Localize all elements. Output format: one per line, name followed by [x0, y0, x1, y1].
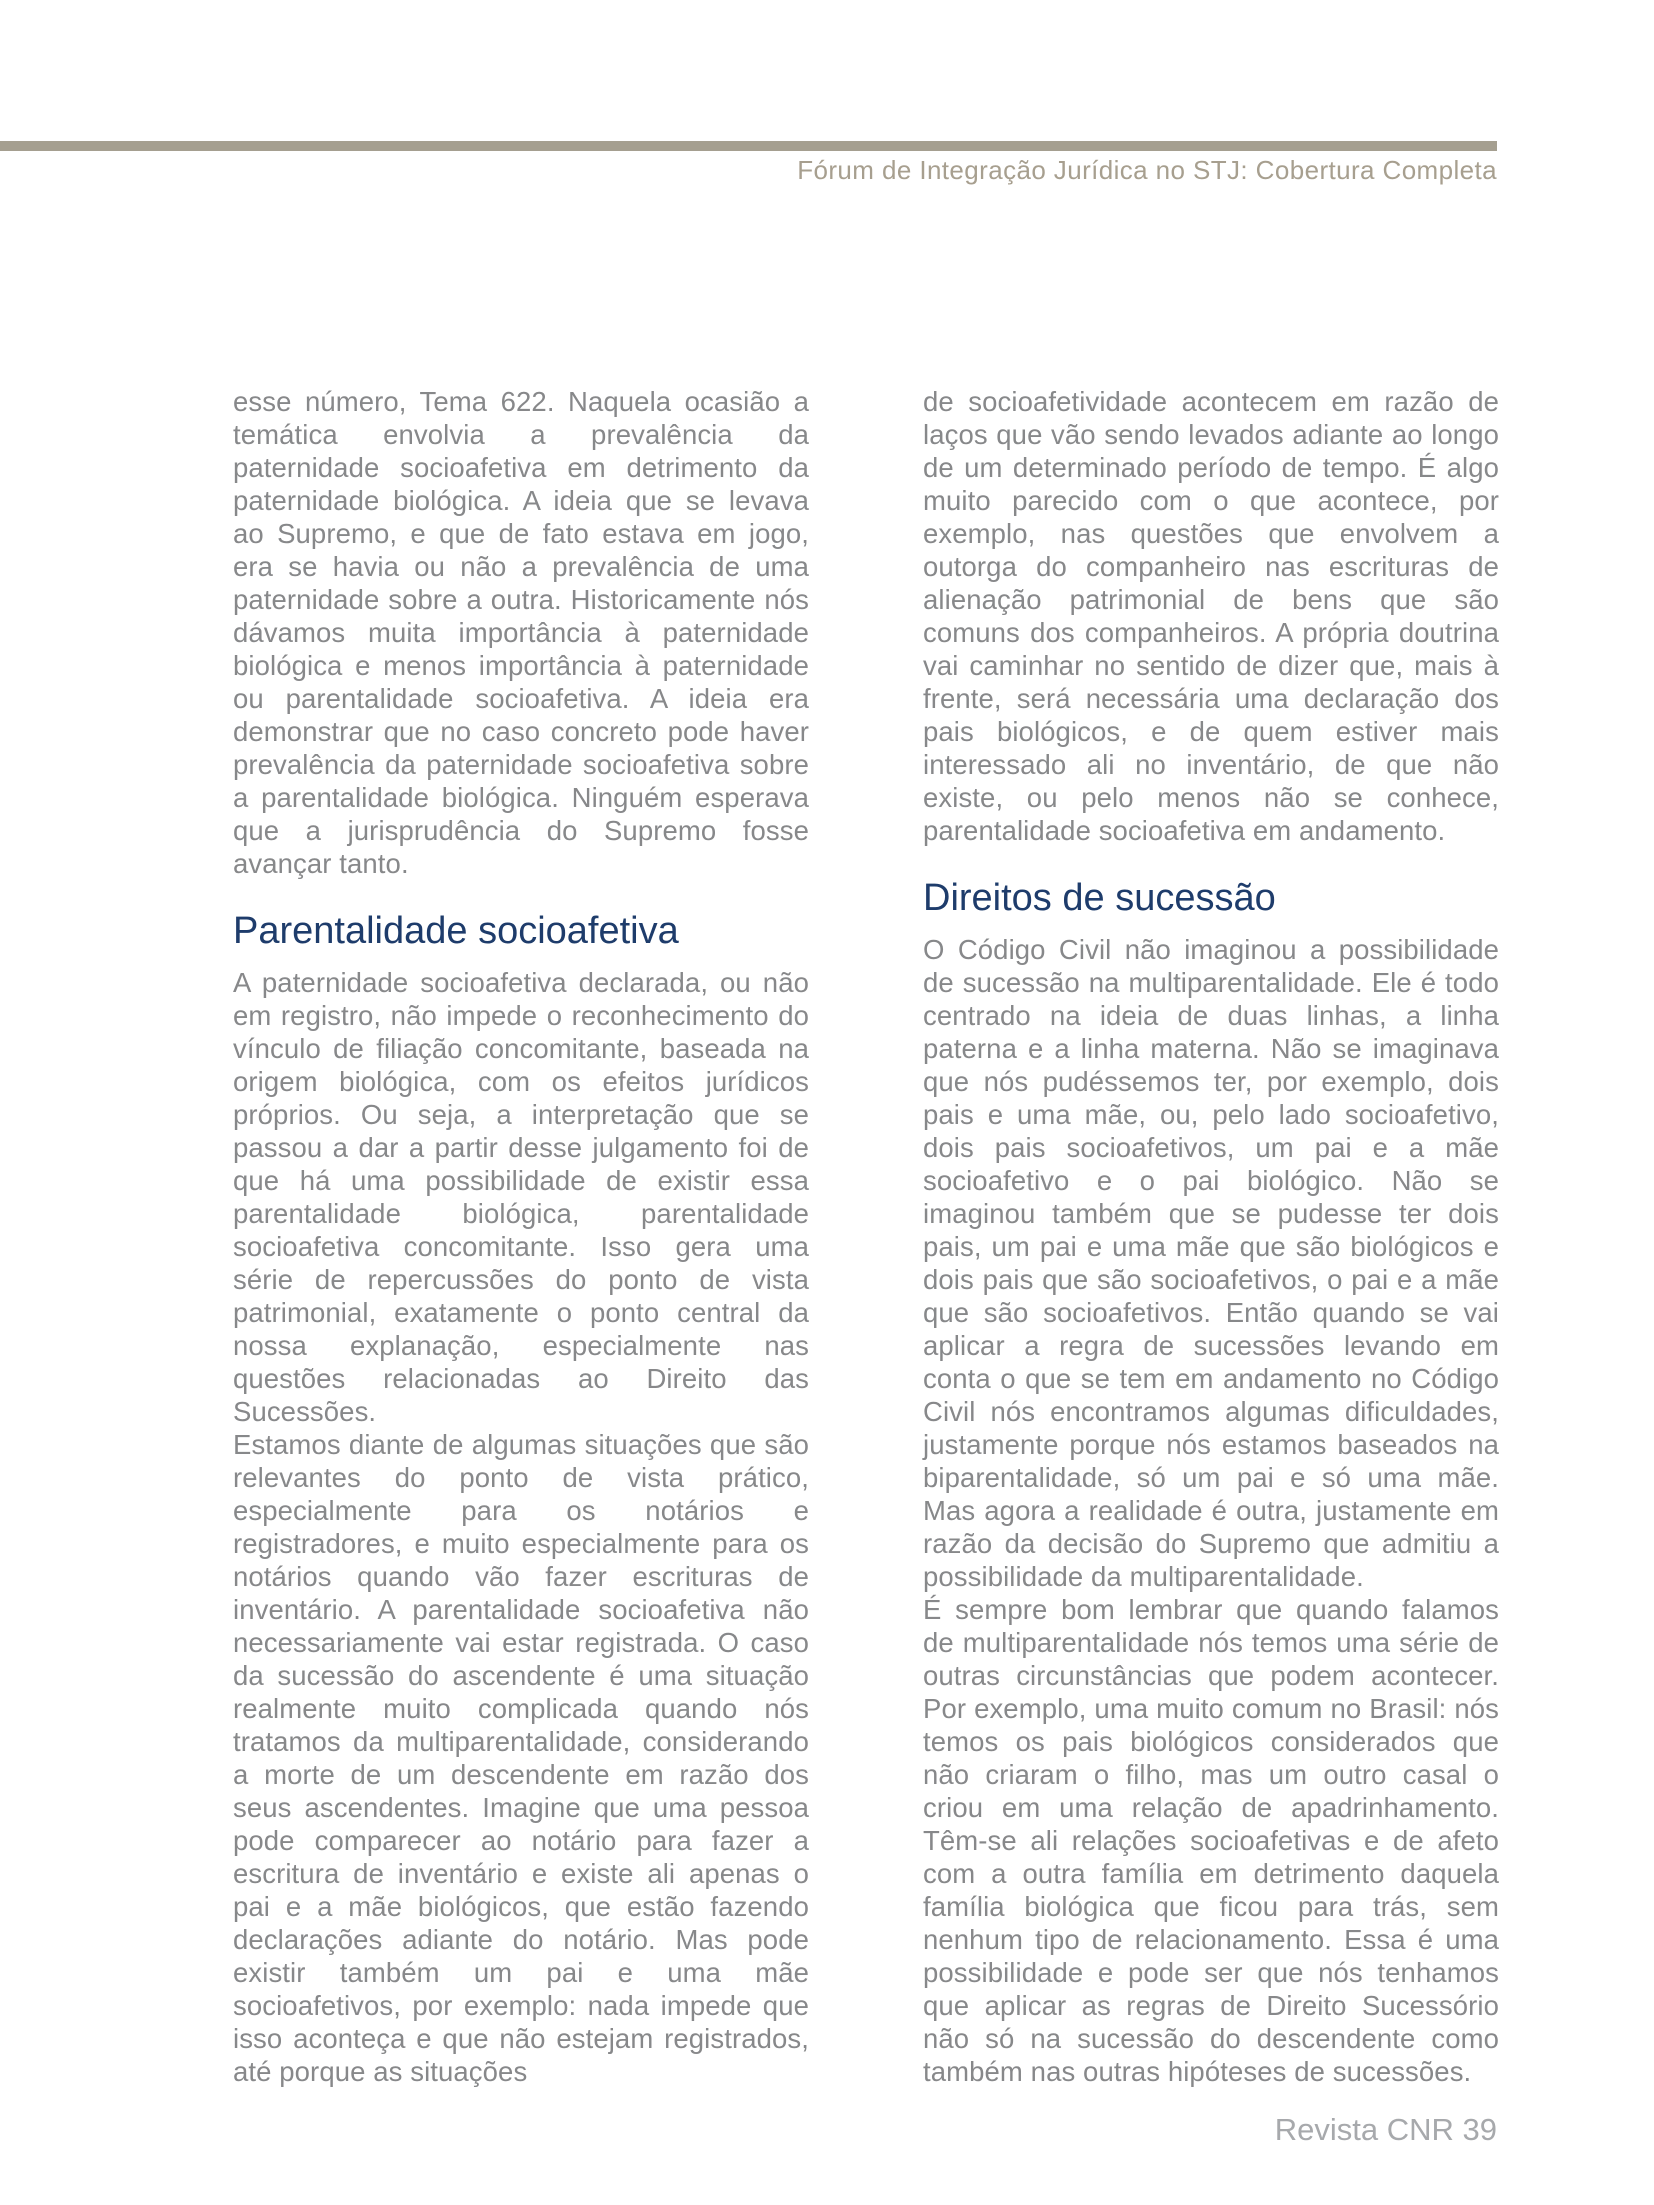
section-heading-direitos: Direitos de sucessão: [923, 877, 1276, 919]
left-column: [233, 385, 809, 2088]
running-header: Fórum de Integração Jurídica no STJ: Cobertura Completa: [797, 155, 1497, 185]
right-column: [923, 385, 1499, 2088]
paragraph: A paternidade socioafetiva declarada, ou não em registro, não impede o reconhecimento do vínculo de filiação concomitante, baseada na origem biológica, com os efeitos jurídicos próprios. Ou seja, a interpretação que se passou a dar a partir desse julgamento foi de que há uma possibilidade de existir essa parentalidade biológica, parentalidade socioafetiva concomitante. Isso gera uma série de repercussões do ponto de vista patrimonial, exatamente o ponto central da nossa explanação, especialmente nas questões relacionadas ao Direito das Sucessões.: [233, 967, 809, 1427]
article-body: [233, 385, 1500, 2088]
paragraph: esse número, Tema 622. Naquela ocasião a temática envolvia a prevalência da paternidade socioafetiva em detrimento da paternidade biológica. A ideia que se levava ao Supremo, e que de fato estava em jogo, era se havia ou não a prevalência de uma paternidade sobre a outra. Historicamente nós dávamos muita importância à paternidade biológica e menos importância à paternidade ou parentalidade socioafetiva. A ideia era demonstrar que no caso concreto pode haver prevalência da paternidade socioafetiva sobre a parentalidade biológica. Ninguém esperava que a jurisprudência do Supremo fosse avançar tanto.: [233, 386, 809, 879]
paragraph: Estamos diante de algumas situações que são relevantes do ponto de vista prático, especialmente para os notários e registradores, e muito especialmente para os notários quando vão fazer escrituras de inventário. A parentalidade socioafetiva não necessariamente vai estar registrada. O caso da sucessão do ascendente é uma situação realmente muito complicada quando nós tratamos da multiparentalidade, considerando a morte de um descendente em razão dos seus ascendentes. Imagine que uma pessoa pode comparecer ao notário para fazer a escritura de inventário e existe ali apenas o pai e a mãe biológicos, que estão fazendo declarações adiante do notário. Mas pode existir também um pai e uma mãe socioafetivos, por exemplo: nada impede que isso aconteça e que não estejam registrados, até porque as situações: [233, 1429, 809, 2087]
page-footer: Revista CNR 39: [1274, 2112, 1497, 2147]
section-heading-parentalidade: Parentalidade socioafetiva: [233, 910, 679, 952]
paragraph: de socioafetividade acontecem em razão de laços que vão sendo levados adiante ao longo de um determinado período de tempo. É algo muito parecido com o que acontece, por exemplo, nas questões que envolvem a outorga do companheiro nas escrituras de alienação patrimonial de bens que são comuns dos companheiros. A própria doutrina vai caminhar no sentido de dizer que, mais à frente, será necessária uma declaração dos pais biológicos, e de quem estiver mais interessado ali no inventário, de que não existe, ou pelo menos não se conhece, parentalidade socioafetiva em andamento.: [923, 386, 1499, 846]
paragraph: O Código Civil não imaginou a possibilidade de sucessão na multiparentalidade. Ele é todo centrado na ideia de duas linhas, a linha paterna e a linha materna. Não se imaginava que nós pudéssemos ter, por exemplo, dois pais e uma mãe, ou, pelo lado socioafetivo, dois pais socioafetivos, um pai e a mãe socioafetivo e o pai biológico. Não se imaginou também que se pudesse ter dois pais, um pai e uma mãe que são biológicos e dois pais que são socioafetivos, o pai e a mãe que são socioafetivos. Então quando se vai aplicar a regra de sucessões levando em conta o que se tem em andamento no Código Civil nós encontramos algumas dificuldades, justamente porque nós estamos baseados na biparentalidade, só um pai e só uma mãe. Mas agora a realidade é outra, justamente em razão da decisão do Supremo que admitiu a possibilidade da multiparentalidade.: [923, 934, 1499, 1592]
paragraph: É sempre bom lembrar que quando falamos de multiparentalidade nós temos uma série de outras circunstâncias que podem acontecer. Por exemplo, uma muito comum no Brasil: nós temos os pais biológicos considerados que não criaram o filho, mas um outro casal o criou em uma relação de apadrinhamento. Têm-se ali relações socioafetivas e de afeto com a outra família em detrimento daquela família biológica que ficou para trás, sem nenhum tipo de relacionamento. Essa é uma possibilidade e pode ser que nós tenhamos que aplicar as regras de Direito Sucessório não só na sucessão do descendente como também nas outras hipóteses de sucessões.: [923, 1594, 1499, 2087]
header-rule: [0, 141, 1497, 151]
